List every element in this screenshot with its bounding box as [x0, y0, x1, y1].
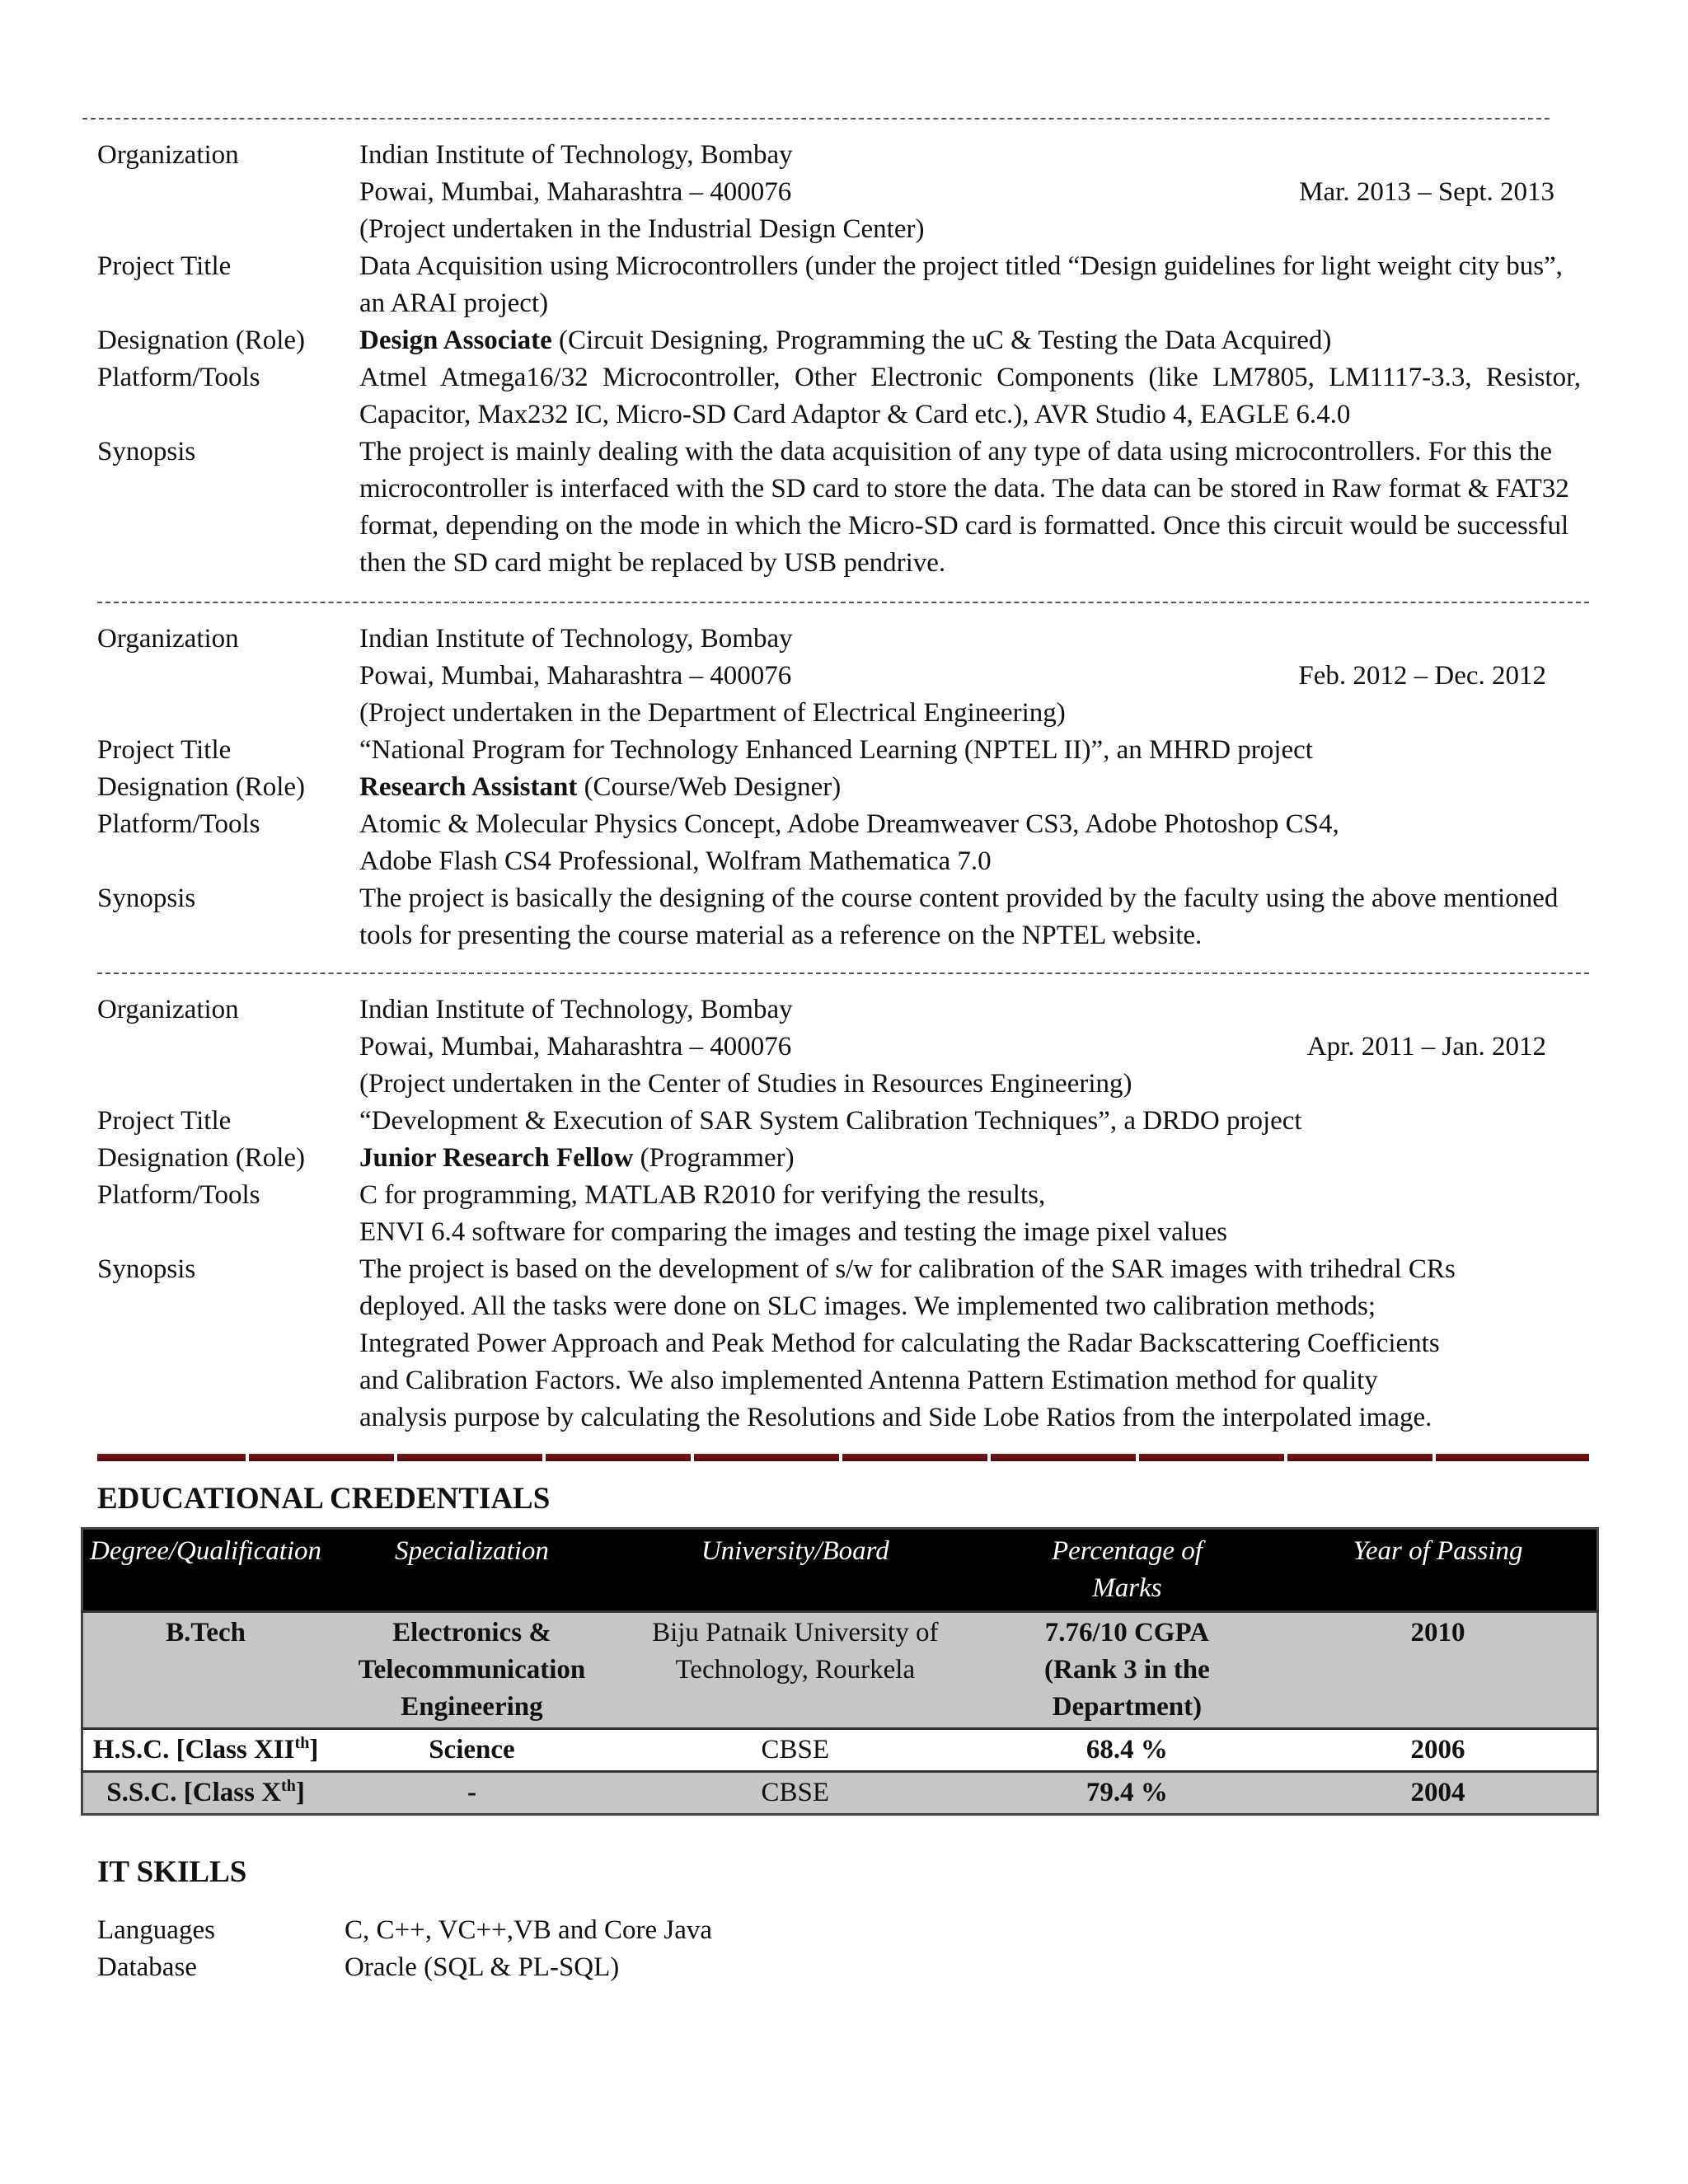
tools-line: Atomic & Molecular Physics Concept, Adobe Dreamweaver CS3, Adobe Photoshop CS4, [359, 809, 1339, 839]
education-heading: EDUCATIONAL CREDENTIALS [97, 1482, 551, 1516]
cell-year: 2010 [1279, 1612, 1597, 1729]
tools-label: Platform/Tools [97, 363, 260, 392]
separator-top [82, 118, 1550, 120]
role-detail: (Programmer) [633, 1143, 795, 1173]
skill-value: C, C++, VC++,VB and Core Java [345, 1915, 712, 1945]
synopsis-line: deployed. All the tasks were done on SLC images. We implemented two calibration methods; [359, 1291, 1376, 1321]
project-date: Feb. 2012 – Dec. 2012 [1298, 661, 1546, 691]
synopsis-text: The project is mainly dealing with the data acquisition of any type of data using microcontrollers. For this the microcontroller is interfaced with the SD card to store the data. The data can be stored in Raw format & FAT32 format, depending on the mode in which the Micro-SD card is formatted. Once this circuit would be successful then the SD card might be replaced by USB pendrive. [359, 437, 1569, 578]
designation-label: Designation (Role) [97, 772, 306, 802]
synopsis-label: Synopsis [97, 883, 196, 913]
synopsis-line: The project is based on the development of s/w for calibration of the SAR images with trihedral CRs [359, 1254, 1456, 1284]
role-detail: (Circuit Designing, Programming the uC & Testing the Data Acquired) [551, 326, 1332, 355]
organization-line: (Project undertaken in the Industrial Design Center) [359, 214, 925, 244]
designation-row [97, 1140, 1581, 1177]
synopsis-line: Integrated Power Approach and Peak Method for calculating the Radar Backscattering Coefficients [359, 1329, 1440, 1358]
project-date: Mar. 2013 – Sept. 2013 [1299, 177, 1554, 207]
organization-line: Powai, Mumbai, Maharashtra – 400076 [359, 177, 792, 207]
project-title-label: Project Title [97, 251, 232, 281]
cell-percentage: 79.4 % [975, 1772, 1279, 1815]
skill-row-languages [97, 1912, 712, 1949]
project-title: “National Program for Technology Enhanced Learning (NPTEL II)”, an MHRD project [359, 735, 1313, 765]
cell-degree: B.Tech [82, 1612, 329, 1729]
synopsis-row [97, 434, 1581, 582]
separator-2 [97, 972, 1589, 974]
header-specialization: Specialization [328, 1529, 616, 1612]
organization-label: Organization [97, 995, 239, 1024]
skill-value: Oracle (SQL & PL-SQL) [345, 1952, 620, 1982]
synopsis-text: The project is basically the designing of the course content provided by the faculty using the above mentioned tools for presenting the course material as a reference on the NPTEL website. [359, 883, 1559, 950]
cell-university: CBSE [616, 1729, 975, 1772]
tools-label: Platform/Tools [97, 809, 260, 839]
cell-percentage: 68.4 % [975, 1729, 1279, 1772]
tools-row [97, 1177, 1581, 1251]
synopsis-row [97, 880, 1581, 954]
designation-row [97, 769, 1581, 806]
organization-line: (Project undertaken in the Center of Studies in Resources Engineering) [359, 1069, 1132, 1099]
organization-line: Powai, Mumbai, Maharashtra – 400076 [359, 661, 792, 691]
cell-degree: H.S.C. [Class XIIth] [82, 1729, 329, 1772]
role-title: Design Associate [359, 326, 552, 355]
project-title: Data Acquisition using Microcontrollers (under the project titled “Design guidelines for light weight city bus”, an ARAI project) [359, 251, 1563, 318]
organization-row [97, 137, 1581, 248]
cell-year: 2006 [1279, 1729, 1597, 1772]
separator-1 [97, 602, 1589, 603]
synopsis-line: analysis purpose by calculating the Resolutions and Side Lobe Ratios from the interpolated image. [359, 1403, 1432, 1432]
organization-line: (Project undertaken in the Department of Electrical Engineering) [359, 698, 1066, 728]
organization-row [97, 621, 1581, 732]
skill-label: Database [97, 1952, 197, 1982]
tools-line: Adobe Flash CS4 Professional, Wolfram Mathematica 7.0 [359, 846, 992, 876]
project-title-row [97, 1103, 1581, 1140]
project-title-row [97, 732, 1581, 769]
cell-degree: S.S.C. [Class Xth] [82, 1772, 329, 1815]
skill-row-database [97, 1949, 619, 1986]
organization-line: Indian Institute of Technology, Bombay [359, 995, 793, 1024]
synopsis-label: Synopsis [97, 437, 196, 466]
header-university: University/Board [616, 1529, 975, 1612]
table-row [82, 1729, 1598, 1772]
role-title: Research Assistant [359, 772, 578, 802]
project-3 [97, 991, 1581, 1436]
tools-row [97, 806, 1581, 880]
table-header-row [82, 1529, 1598, 1612]
cell-specialization: Science [328, 1729, 616, 1772]
header-degree: Degree/Qualification [82, 1529, 329, 1612]
project-2 [97, 621, 1581, 954]
project-date: Apr. 2011 – Jan. 2012 [1306, 1032, 1546, 1062]
section-divider-bar [97, 1454, 1589, 1461]
organization-line: Powai, Mumbai, Maharashtra – 400076 [359, 1032, 792, 1062]
organization-line: Indian Institute of Technology, Bombay [359, 624, 793, 654]
table-row [82, 1612, 1598, 1729]
cell-university: CBSE [616, 1772, 975, 1815]
cell-year: 2004 [1279, 1772, 1597, 1815]
cell-percentage: 7.76/10 CGPA (Rank 3 in the Department) [975, 1612, 1279, 1729]
organization-row [97, 991, 1581, 1103]
skill-label: Languages [97, 1915, 215, 1945]
skills-heading: IT SKILLS [97, 1855, 247, 1889]
designation-label: Designation (Role) [97, 1143, 306, 1173]
project-1 [97, 137, 1581, 582]
header-percentage: Percentage of Marks [975, 1529, 1279, 1612]
cell-university: Biju Patnaik University of Technology, Rourkela [616, 1612, 975, 1729]
synopsis-label: Synopsis [97, 1254, 196, 1284]
designation-label: Designation (Role) [97, 326, 306, 355]
header-year: Year of Passing [1279, 1529, 1597, 1612]
tools-row [97, 359, 1581, 434]
table-row [82, 1772, 1598, 1815]
project-title-row [97, 248, 1581, 322]
project-title-label: Project Title [97, 735, 232, 765]
tools-text: Atmel Atmega16/32 Microcontroller, Other Electronic Components (like LM7805, LM1117-3.3, Resistor, Capacitor, Max232 IC, Micro-SD Card Adaptor & Card etc.), AVR Studio 4, EAGLE 6.4.0 [359, 363, 1581, 429]
cell-specialization: - [328, 1772, 616, 1815]
organization-line: Indian Institute of Technology, Bombay [359, 140, 793, 170]
tools-label: Platform/Tools [97, 1180, 260, 1210]
organization-label: Organization [97, 624, 239, 654]
project-title: “Development & Execution of SAR System Calibration Techniques”, a DRDO project [359, 1106, 1302, 1136]
synopsis-line: and Calibration Factors. We also implemented Antenna Pattern Estimation method for quality [359, 1366, 1378, 1395]
synopsis-row [97, 1251, 1581, 1436]
role-title: Junior Research Fellow [359, 1143, 634, 1173]
project-title-label: Project Title [97, 1106, 232, 1136]
cell-specialization: Electronics & Telecommunication Engineering [328, 1612, 616, 1729]
designation-row [97, 322, 1581, 359]
tools-line: ENVI 6.4 software for comparing the images and testing the image pixel values [359, 1217, 1227, 1247]
organization-label: Organization [97, 140, 239, 170]
tools-line: C for programming, MATLAB R2010 for verifying the results, [359, 1180, 1046, 1210]
education-table [81, 1527, 1599, 1816]
role-detail: (Course/Web Designer) [577, 772, 842, 802]
